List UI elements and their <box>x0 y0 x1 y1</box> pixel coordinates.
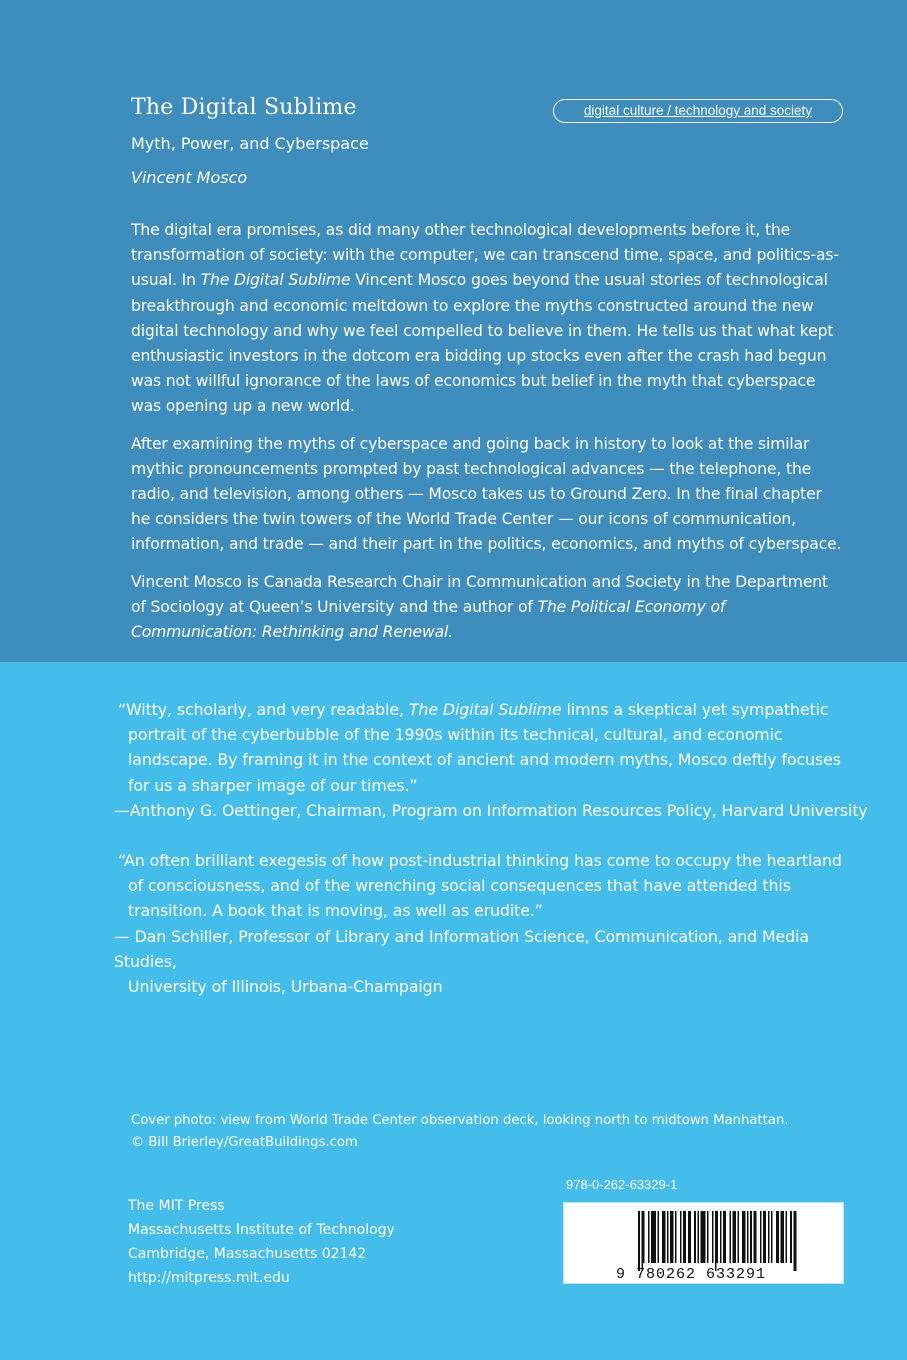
review-attribution: — Dan Schiller, Professor of Library and Information Science, Communication, and Media Studies, University of Illinois, Urbana-Champaign <box>114 927 809 997</box>
barcode-bar <box>667 1211 669 1263</box>
barcode-bar <box>765 1211 767 1263</box>
barcode-bar <box>723 1211 725 1263</box>
barcode <box>563 1202 844 1284</box>
barcode-bar <box>763 1211 765 1263</box>
barcode-bar <box>662 1211 664 1263</box>
barcode-bar <box>707 1211 709 1263</box>
barcode-bar <box>786 1211 788 1263</box>
barcode-bar <box>670 1211 672 1263</box>
barcode-bar <box>680 1211 682 1263</box>
barcode-bar <box>717 1211 719 1263</box>
barcode-bar <box>664 1211 666 1263</box>
review-quote: “An often brilliant exegesis of how post-industrial thinking has come to occupy the heartland of consciousness, and of the wrenching social consequences that have attended this transition. A book that is moving, as well as erudite.” <box>118 851 842 921</box>
barcode-bar <box>638 1211 640 1271</box>
barcode-bar <box>651 1211 653 1263</box>
publisher-institution: Massachusetts Institute of Technology <box>128 1222 395 1238</box>
barcode-bar <box>725 1211 727 1263</box>
barcode-bar <box>750 1211 752 1263</box>
barcode-bar <box>781 1211 783 1263</box>
barcode-bar <box>754 1211 756 1263</box>
barcode-bar <box>782 1211 784 1263</box>
barcode-bar <box>704 1211 706 1263</box>
barcode-bar <box>712 1211 714 1263</box>
photo-credit: Cover photo: view from World Trade Center observation deck, looking north to midtown Manhattan. © Bill Brierley/GreatBuildings.com <box>131 1113 789 1150</box>
publisher-address: Cambridge, Massachusetts 02142 <box>128 1246 367 1262</box>
barcode-bar <box>658 1211 660 1263</box>
book-subtitle: Myth, Power, and Cyberspace <box>131 134 369 153</box>
category-badge: digital culture / technology and society <box>553 99 843 123</box>
description-paragraph: After examining the myths of cyberspace and going back in history to look at the similar mythic pronouncements prompted by past technological advances — the telephone, the radio, and television, among others — Mosco takes us to Ground Zero. In the final chapter he considers the twin towers of the World Trade Center — our icons of communication, information, and trade — and their part in the politics, economics, and myths of cyberspace. <box>131 434 842 554</box>
barcode-bar <box>701 1211 703 1263</box>
barcode-bar <box>715 1211 717 1271</box>
book-description <box>131 218 845 657</box>
barcode-bar <box>776 1211 778 1263</box>
barcode-bar <box>685 1211 687 1263</box>
publisher-info <box>128 1194 395 1290</box>
review-quote: “Witty, scholarly, and very readable, The Digital Sublime limns a skeptical yet sympathetic portrait of the cyberbubble of the 1990s within its technical, cultural, and economic landscape. By framing it in the context of ancient and modern myths, Mosco deftly focuses for us a sharper image of our times.” <box>118 700 841 795</box>
publisher-name: The MIT Press <box>128 1198 225 1214</box>
isbn-label: 978-0-262-63329-1 <box>566 1177 678 1192</box>
barcode-bar <box>742 1211 744 1263</box>
barcode-bar <box>688 1211 690 1263</box>
top-panel <box>0 0 907 662</box>
publisher-url: http://mitpress.mit.edu <box>128 1270 290 1286</box>
barcode-bar <box>720 1211 722 1263</box>
barcode-digits: 9 780262 633291 <box>616 1266 767 1283</box>
barcode-bar <box>795 1211 797 1271</box>
barcode-bar <box>790 1211 792 1263</box>
author-bio: Vincent Mosco is Canada Research Chair in Communication and Society in the Department of Sociology at Queen’s University and the author of The Political Economy of Communication: Rethinking and Renewal. <box>131 572 828 642</box>
barcode-bar <box>738 1211 740 1263</box>
barcode-bar <box>734 1211 736 1263</box>
description-paragraph: The digital era promises, as did many other technological developments before it, the transformation of society: with the computer, we can transcend time, space, and politics-as-usual. In The Digital Sublime Vincent Mosco goes beyond the usual stories of technological breakthrough and economic meltdown to explore the myths constructed around the new digital technology and why we feel compelled to believe in them. He tells us that what kept enthusiastic investors in the dotcom era bidding up stocks even after the crash had begun was not willful ignorance of the laws of economics but belief in the myth that cyberspace was opening up a new world. <box>131 221 839 416</box>
barcode-bar <box>747 1211 749 1263</box>
barcode-bar <box>648 1211 650 1263</box>
barcode-bar <box>694 1211 696 1263</box>
barcode-bar <box>768 1211 770 1263</box>
barcode-bar <box>698 1211 700 1263</box>
barcode-bar <box>730 1211 732 1263</box>
barcode-bar <box>771 1211 773 1263</box>
barcode-bar <box>683 1211 685 1263</box>
barcode-bar <box>653 1211 655 1263</box>
barcode-bar <box>755 1211 757 1263</box>
book-author: Vincent Mosco <box>131 168 248 187</box>
barcode-bar <box>672 1211 674 1263</box>
barcode-bar <box>643 1211 645 1263</box>
barcode-bar <box>744 1211 746 1263</box>
barcode-bar <box>690 1211 692 1263</box>
book-title: The Digital Sublime <box>131 95 357 120</box>
barcode-bar <box>654 1211 656 1263</box>
barcode-bar <box>778 1211 780 1263</box>
barcode-bar <box>794 1211 796 1271</box>
barcode-bar <box>675 1211 677 1263</box>
barcode-bar <box>760 1211 762 1263</box>
review-attribution: —Anthony G. Oettinger, Chairman, Program on Information Resources Policy, Harvard University <box>114 801 868 820</box>
barcode-graphic <box>564 1203 843 1283</box>
barcode-bar <box>702 1211 704 1263</box>
barcode-bar <box>642 1211 644 1271</box>
barcode-bar <box>733 1211 735 1263</box>
